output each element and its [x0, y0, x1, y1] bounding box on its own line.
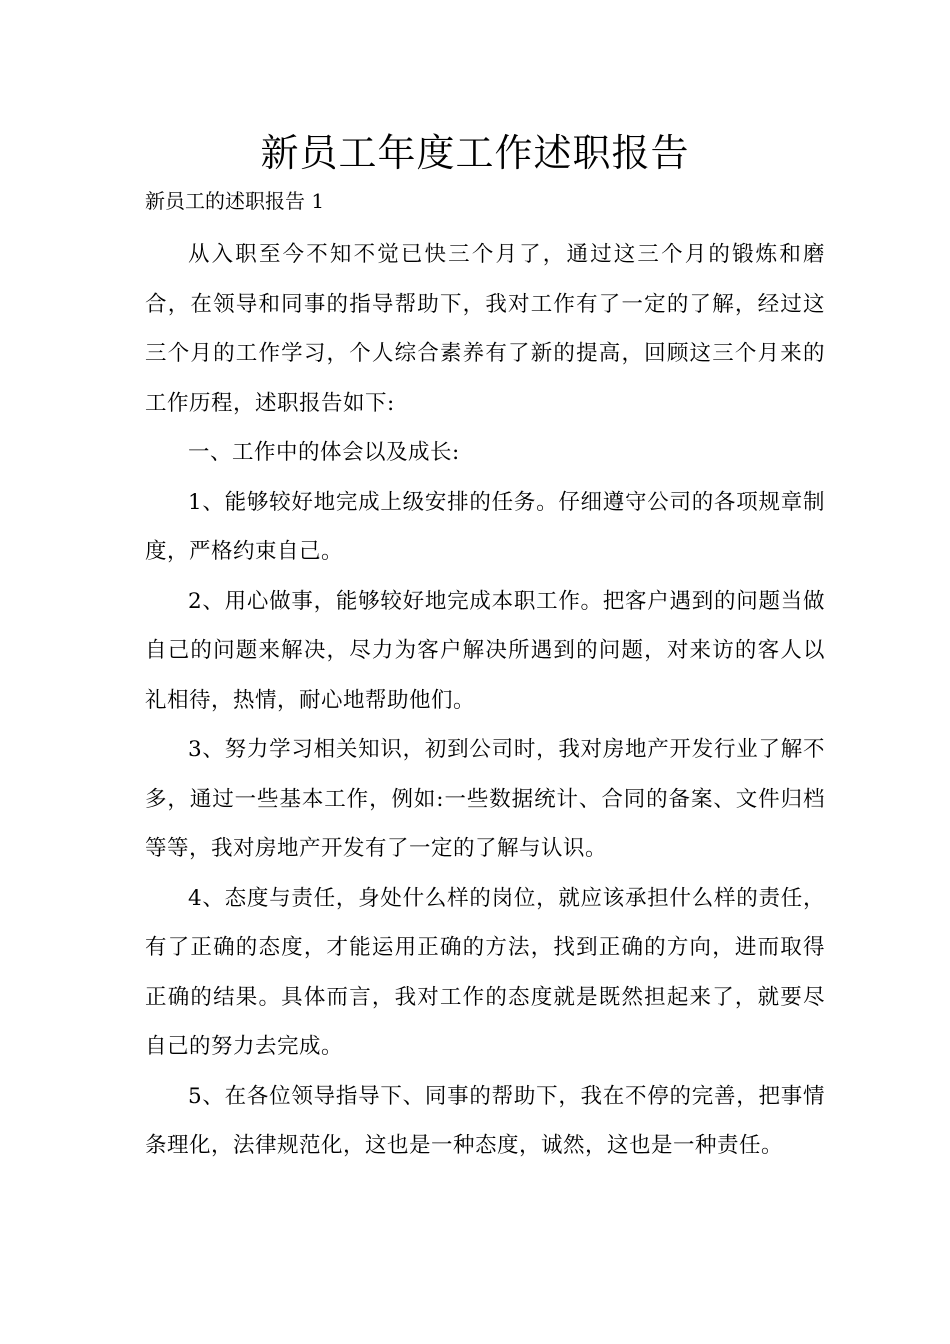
paragraph-item-3: 3、努力学习相关知识，初到公司时，我对房地产开发行业了解不多，通过一些基本工作，例如:一些数据统计、合同的备案、文件归档等等，我对房地产开发有了一定的了解与认识。	[145, 737, 825, 861]
document-subtitle: 新员工的述职报告 1	[145, 189, 325, 213]
document-body	[145, 230, 825, 1171]
document-title: 新员工年度工作述职报告	[260, 131, 690, 175]
paragraph-item-4: 4、态度与责任，身处什么样的岗位，就应该承担什么样的责任，有了正确的态度，才能运用正确的方法，找到正确的方向，进而取得正确的结果。具体而言，我对工作的态度就是既然担起来了，就要尽自己的努力去完成。	[145, 885, 825, 1059]
paragraph-item-5: 5、在各位领导指导下、同事的帮助下，我在不停的完善，把事情条理化，法律规范化，这也是一种态度，诚然，这也是一种责任。	[145, 1083, 825, 1158]
section-heading-1: 一、工作中的体会以及成长:	[188, 440, 460, 465]
paragraph-item-2: 2、用心做事，能够较好地完成本职工作。把客户遇到的问题当做自己的问题来解决，尽力为客户解决所遇到的问题，对来访的客人以礼相待，热情，耐心地帮助他们。	[145, 588, 825, 713]
paragraph-intro: 从入职至今不知不觉已快三个月了，通过这三个月的锻炼和磨合，在领导和同事的指导帮助下，我对工作有了一定的了解，经过这三个月的工作学习，个人综合素养有了新的提高，回顾这三个月来的工作历程，述职报告如下:	[145, 242, 825, 416]
paragraph-item-1: 1、能够较好地完成上级安排的任务。仔细遵守公司的各项规章制度，严格约束自己。	[145, 489, 825, 564]
